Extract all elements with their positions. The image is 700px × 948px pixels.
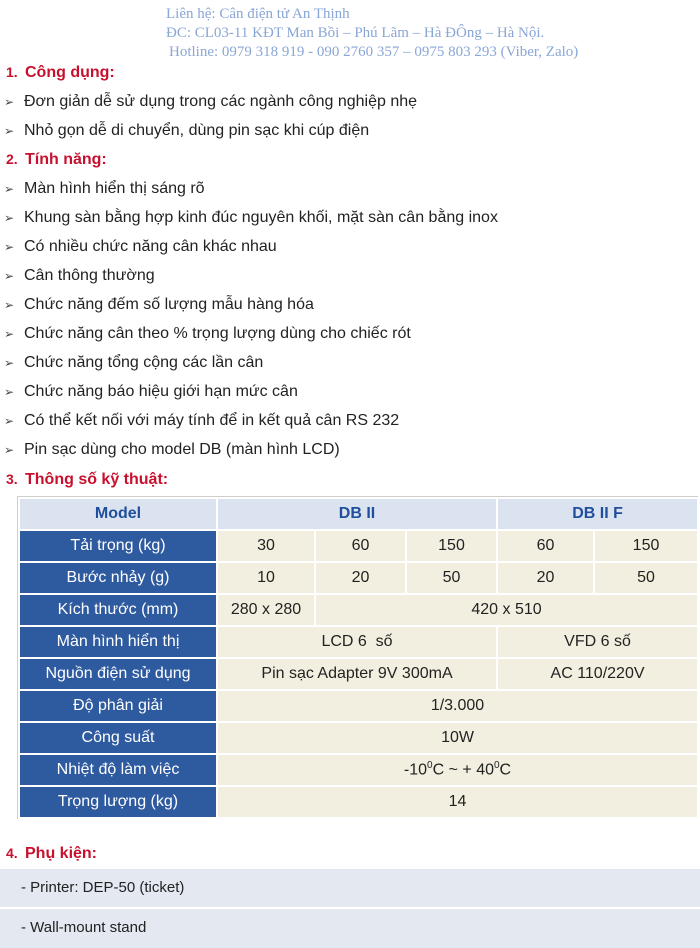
list-item — [4, 441, 340, 459]
arrow-right-icon: ➢ — [4, 124, 15, 138]
degree-sup: 0 — [427, 760, 433, 772]
arrow-right-icon: ➢ — [4, 385, 15, 399]
table-cell: Pin sạc Adapter 9V 300mA — [217, 658, 497, 690]
contact-hotline: Hotline: 0979 318 919 - 090 2760 357 – 0975 803 293 (Viber, Zalo) — [169, 44, 579, 60]
temp-max: C ~ + 40 — [432, 761, 494, 779]
list-item — [4, 122, 369, 140]
list-item-text: Pin sạc dùng cho model DB (màn hình LCD) — [24, 441, 340, 458]
section-heading-accessories — [6, 845, 97, 863]
list-item — [4, 180, 205, 198]
table-cell: 14 — [217, 786, 698, 818]
arrow-right-icon: ➢ — [4, 95, 15, 109]
contact-address: ĐC: CL03-11 KĐT Man Bồi – Phú Lãm – Hà ĐÔng – Hà Nội. — [166, 25, 545, 41]
table-row — [19, 626, 698, 658]
arrow-right-icon: ➢ — [4, 182, 15, 196]
list-item — [4, 209, 498, 227]
section-number: 4. — [6, 845, 18, 861]
list-item-text: Đơn giản dễ sử dụng trong các ngành công nghiệp nhẹ — [24, 93, 418, 110]
table-cell: 30 — [217, 530, 315, 562]
accessory-text: - Printer: DEP-50 (ticket) — [21, 879, 185, 896]
table-row — [19, 690, 698, 722]
table-cell: 50 — [406, 562, 497, 594]
table-cell: 280 x 280 — [217, 594, 315, 626]
spec-table — [18, 497, 699, 819]
list-item — [4, 354, 263, 372]
row-label: Độ phân giải — [19, 690, 217, 722]
table-row — [19, 786, 698, 818]
table-cell: 150 — [594, 530, 698, 562]
list-item — [4, 296, 314, 314]
table-cell: 10 — [217, 562, 315, 594]
temp-min: -10 — [403, 761, 428, 779]
list-item-text: Màn hình hiển thị sáng rõ — [24, 180, 205, 197]
row-label: Trọng lượng (kg) — [19, 786, 217, 818]
table-cell: 50 — [594, 562, 698, 594]
list-item — [4, 267, 155, 285]
list-item — [4, 325, 411, 343]
section-number: 3. — [6, 471, 18, 487]
list-item-text: Chức năng tổng cộng các lần cân — [24, 354, 264, 371]
table-cell: 1/3.000 — [217, 690, 698, 722]
header-model-db2f: DB II F — [497, 498, 698, 530]
table-row — [19, 658, 698, 690]
contact-name: Liên hệ: Cân điện tử An Thịnh — [166, 6, 350, 22]
list-item-text: Có nhiều chức năng cân khác nhau — [24, 238, 277, 255]
table-header-row — [19, 498, 698, 530]
arrow-right-icon: ➢ — [4, 269, 15, 283]
section-title: Phụ kiện: — [25, 845, 98, 862]
arrow-right-icon: ➢ — [4, 327, 15, 341]
table-row — [19, 722, 698, 754]
accessory-text: - Wall-mount stand — [21, 919, 147, 936]
section-heading-uses — [6, 64, 115, 82]
table-cell: 20 — [497, 562, 594, 594]
table-cell: VFD 6 số — [497, 626, 698, 658]
row-label: Bước nhảy (g) — [19, 562, 217, 594]
list-item-text: Nhỏ gọn dễ di chuyển, dùng pin sạc khi cúp điện — [24, 122, 370, 139]
table-cell-temperature — [217, 754, 698, 786]
arrow-right-icon: ➢ — [4, 240, 15, 254]
section-heading-specs — [6, 471, 168, 489]
row-label: Kích thước (mm) — [19, 594, 217, 626]
table-cell: 20 — [315, 562, 406, 594]
accessory-item — [0, 869, 700, 907]
list-item — [4, 383, 298, 401]
table-cell: 420 x 510 — [315, 594, 698, 626]
header-model-db2: DB II — [217, 498, 497, 530]
list-item-text: Chức năng đếm số lượng mẫu hàng hóa — [24, 296, 314, 313]
section-number: 2. — [6, 151, 18, 167]
table-cell: LCD 6 số — [217, 626, 497, 658]
arrow-right-icon: ➢ — [4, 211, 15, 225]
section-title: Tính năng: — [25, 151, 107, 168]
section-heading-features — [6, 151, 107, 169]
table-cell: AC 110/220V — [497, 658, 698, 690]
section-title: Công dụng: — [25, 64, 115, 81]
row-label: Tải trọng (kg) — [19, 530, 217, 562]
section-title: Thông số kỹ thuật: — [25, 471, 169, 488]
table-cell: 10W — [217, 722, 698, 754]
list-item — [4, 412, 399, 430]
list-item — [4, 238, 277, 256]
table-row — [19, 530, 698, 562]
accessory-item — [0, 909, 700, 948]
section-number: 1. — [6, 64, 18, 80]
row-label: Công suất — [19, 722, 217, 754]
table-row — [19, 754, 698, 786]
table-row — [19, 594, 698, 626]
table-row — [19, 562, 698, 594]
contact-block — [166, 5, 578, 62]
arrow-right-icon: ➢ — [4, 414, 15, 428]
arrow-right-icon: ➢ — [4, 443, 15, 457]
list-item — [4, 93, 417, 111]
header-model: Model — [19, 498, 217, 530]
list-item-text: Cân thông thường — [24, 267, 155, 284]
list-item-text: Chức năng cân theo % trọng lượng dùng cho chiếc rót — [24, 325, 411, 342]
degree-sup: 0 — [493, 760, 500, 772]
arrow-right-icon: ➢ — [4, 298, 15, 312]
list-item-text: Có thể kết nối với máy tính để in kết quả cân RS 232 — [24, 412, 400, 429]
list-item-text: Chức năng báo hiệu giới hạn mức cân — [24, 383, 298, 400]
row-label: Nguồn điện sử dụng — [19, 658, 217, 690]
table-cell: 60 — [315, 530, 406, 562]
list-item-text: Khung sàn bằng hợp kinh đúc nguyên khối, mặt sàn cân bằng inox — [24, 209, 498, 226]
table-cell: 60 — [497, 530, 594, 562]
row-label: Màn hình hiển thị — [19, 626, 217, 658]
temp-unit: C — [499, 761, 512, 779]
arrow-right-icon: ➢ — [4, 356, 15, 370]
row-label: Nhiệt độ làm việc — [19, 754, 217, 786]
table-cell: 150 — [406, 530, 497, 562]
